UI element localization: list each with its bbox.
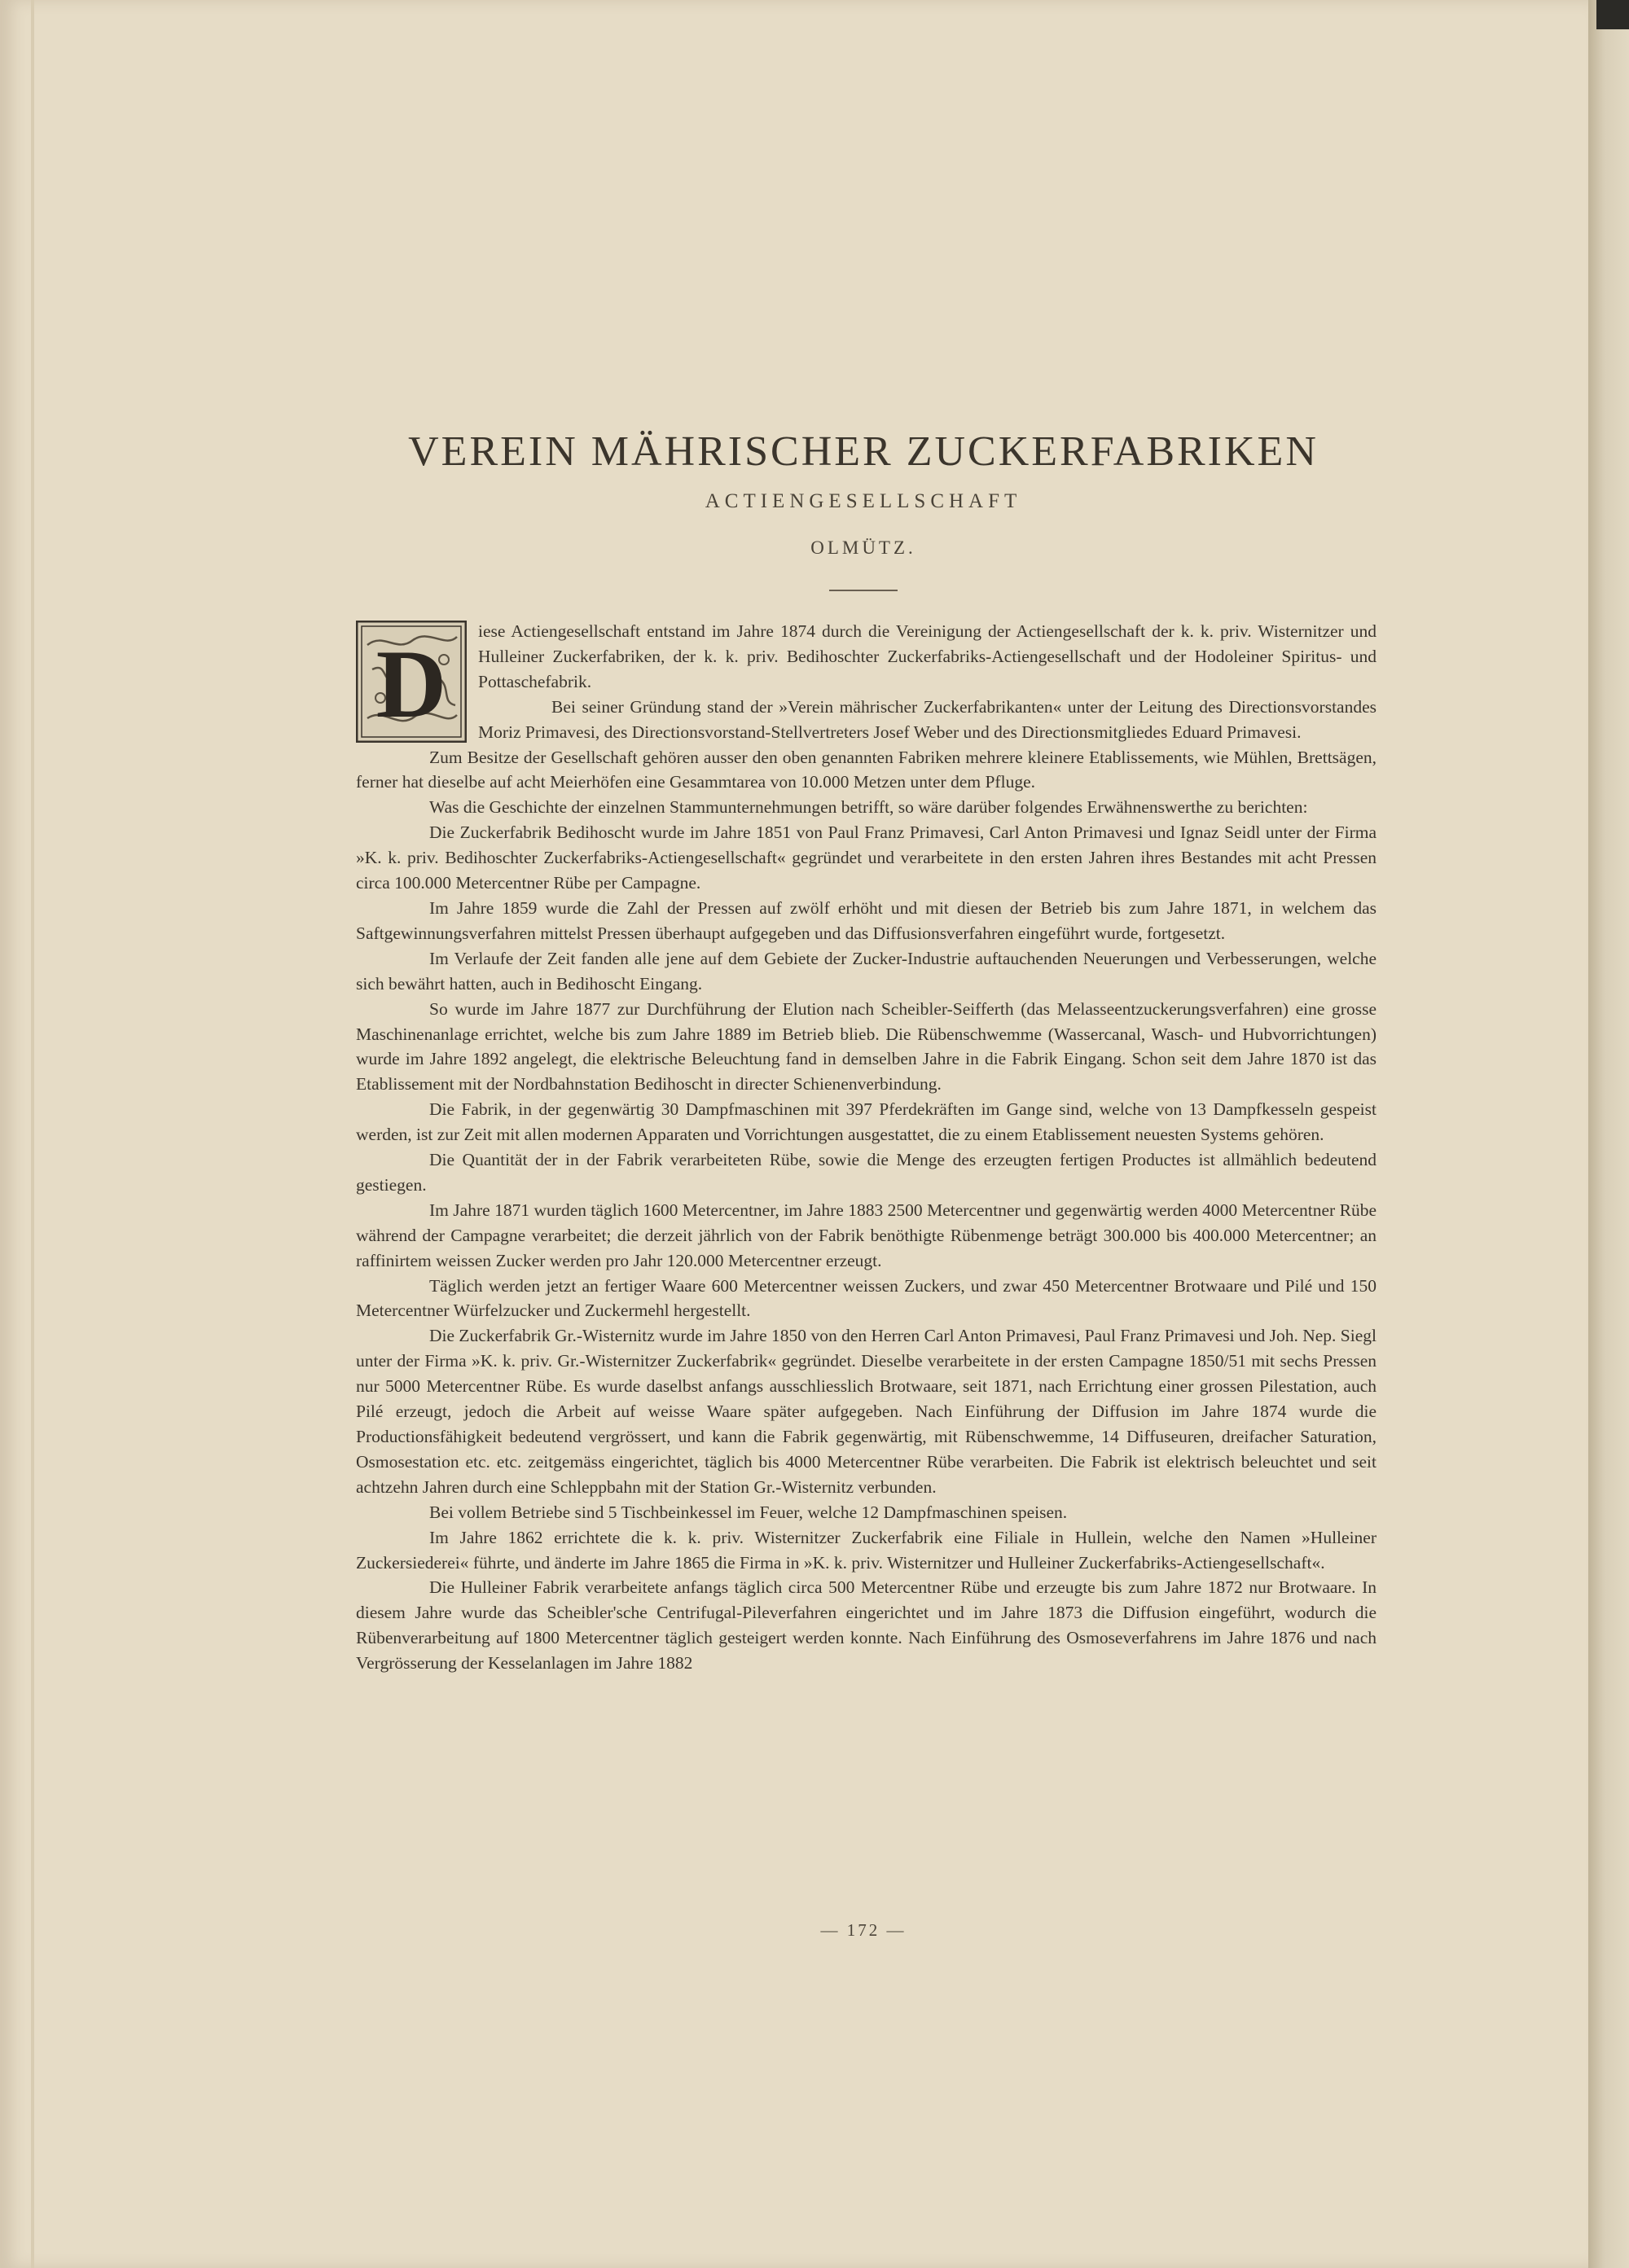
paragraph: Die Fabrik, in der gegenwärtig 30 Dampfmaschinen mit 397 Pferdekräften im Gange sind, welche von 13 Dampfkesseln gespeist werden, ist zur Zeit mit allen modernen Apparaten und Vorrichtungen ausgestattet, die zu einem Etablissement neuesten Systems gehören. [356, 1099, 1377, 1145]
initial-letter: D [375, 630, 447, 738]
paragraph: Die Quantität der in der Fabrik verarbeiteten Rübe, sowie die Menge des erzeugten fertigen Productes ist allmählich bedeutend gestiegen. [356, 1150, 1377, 1195]
paragraph: Täglich werden jetzt an fertiger Waare 600 Metercentner weissen Zuckers, und zwar 450 Metercentner Brotwaare und Pilé und 150 Metercentner Würfelzucker und Zuckermehl hergestellt. [356, 1275, 1377, 1321]
page-number: — 172 — [820, 1920, 907, 1940]
article-body [356, 619, 1377, 1676]
paragraph-text: iese Actiengesellschaft entstand im Jahre 1874 durch die Vereinigung der Actiengesellschaft der k. k. priv. Wisternitzer und Hulleiner Zuckerfabriken, der k. k. priv. Bedihoschter Zuckerfabriks-Actiengesellschaft und der Hodoleiner Spiritus- und Pottaschefabrik. [478, 621, 1377, 691]
paragraph: Die Hulleiner Fabrik verarbeitete anfangs täglich circa 500 Metercentner Rübe und erzeugte bis zum Jahre 1872 nur Brotwaare. In diesem Jahre wurde das Scheibler'sche Centrifugal-Pileverfahren eingerichtet und im Jahre 1873 die Diffusion eingeführt, wodurch die Rübenverarbeitung auf 1800 Metercentner täglich gesteigert werden konnte. Nach Einführung des Osmoseverfahrens im Jahre 1876 und nach Vergrösserung der Kesselanlagen im Jahre 1882 [356, 1577, 1377, 1674]
ornamental-initial-icon [356, 621, 467, 743]
page-subtitle: ACTIENGESELLSCHAFT [705, 490, 1022, 512]
paragraph: Im Jahre 1871 wurden täglich 1600 Metercentner, im Jahre 1883 2500 Metercentner und gegenwärtig werden 4000 Metercentner Rübe während der Campagne verarbeitet; die derzeit jährlich von der Fabrik benöthigte Rübenmenge beträgt 300.000 bis 400.000 Metercentner; an raffinirtem weissen Zucker werden pro Jahr 120.000 Metercentner erzeugt. [356, 1200, 1377, 1270]
paragraph: Die Zuckerfabrik Bedihoscht wurde im Jahre 1851 von Paul Franz Primavesi, Carl Anton Primavesi und Ignaz Seidl unter der Firma »K. k. priv. Bedihoschter Zuckerfabriks-Actiengesellschaft« gegründet und verarbeitete in den ersten Jahren ihres Bestandes mit acht Pressen circa 100.000 Metercentner Rübe per Campagne. [356, 823, 1377, 893]
paragraph: Bei seiner Gründung stand der »Verein mährischer Zuckerfabrikanten« unter der Leitung des Directionsvorstandes Moriz Primavesi, des Directionsvorstand-Stellvertreters Josef Weber und des Directionsmitgliedes Eduard Primavesi. [478, 696, 1377, 742]
page-title: VEREIN MÄHRISCHER ZUCKERFABRIKEN [408, 428, 1319, 475]
title-divider [829, 590, 898, 591]
paragraph: Im Jahre 1862 errichtete die k. k. priv. Wisternitzer Zuckerfabrik eine Filiale in Hullein, welche den Namen »Hulleiner Zuckersiederei« führte, und änderte im Jahre 1865 die Firma in »K. k. priv. Wisternitzer und Hulleiner Zuckerfabriks-Actiengesellschaft«. [356, 1527, 1377, 1573]
paragraph: Im Jahre 1859 wurde die Zahl der Pressen auf zwölf erhöht und mit diesen der Betrieb bis zum Jahre 1871, in welchem das Saftgewinnungsverfahren mittelst Pressen überhaupt aufgegeben und das Diffusionsverfahren eingeführt wurde, fortgesetzt. [356, 897, 1377, 943]
binding-corner [1596, 0, 1629, 29]
paragraph: Im Verlaufe der Zeit fanden alle jene auf dem Gebiete der Zucker-Industrie auftauchenden Neuerungen und Verbesserungen, welche sich bewährt hatten, auch in Bedihoscht Eingang. [356, 948, 1377, 994]
paragraph: So wurde im Jahre 1877 zur Durchführung der Elution nach Scheibler-Seifferth (das Melasseentzuckerungsverfahren) eine grosse Maschinenanlage errichtet, welche bis zum Jahre 1889 im Betrieb blieb. Die Rübenschwemme (Wassercanal, Wasch- und Hubvorrichtungen) wurde im Jahre 1892 angelegt, die elektrische Beleuchtung fand in demselben Jahre in die Fabrik Eingang. Schon seit dem Jahre 1870 ist das Etablissement mit der Nordbahnstation Bedihoscht in directer Schienenverbindung. [356, 998, 1377, 1095]
paragraph: Was die Geschichte der einzelnen Stammunternehmungen betrifft, so wäre darüber folgendes Erwähnenswerthe zu berichten: [429, 797, 1308, 818]
page-place: OLMÜTZ. [810, 537, 916, 558]
paragraph: Bei vollem Betriebe sind 5 Tischbeinkessel im Feuer, welche 12 Dampfmaschinen speisen. [429, 1502, 1068, 1522]
paragraph: Zum Besitze der Gesellschaft gehören ausser den oben genannten Fabriken mehrere kleinere Etablissements, wie Mühlen, Brettsägen, ferner hat dieselbe auf acht Meierhöfen eine Gesammtarea von 10.000 Metzen unter dem Pfluge. [356, 747, 1377, 792]
paragraph: Die Zuckerfabrik Gr.-Wisternitz wurde im Jahre 1850 von den Herren Carl Anton Primavesi, Paul Franz Primavesi und Joh. Nep. Siegl unter der Firma »K. k. priv. Gr.-Wisternitzer Zuckerfabrik« gegründet. Dieselbe verarbeitete in der ersten Campagne 1850/51 mit sechs Pressen nur 5000 Metercentner Rübe. Es wurde daselbst anfangs ausschliesslich Brotwaare, seit 1871, nach Errichtung einer grossen Pilestation, auch Pilé erzeugt, jedoch die Arbeit auf weisse Waare später aufgegeben. Nach Einführung der Diffusion im Jahre 1874 wurde die Productionsfähigkeit bedeutend vergrössert, und kann die Fabrik gegenwärtig, mit Rübenschwemme, 14 Diffuseuren, dreifacher Saturation, Osmosestation etc. etc. zeitgemäss eingerichtet, täglich bis 4000 Metercentner Rübe verarbeiten. Die Fabrik ist elektrisch beleuchtet und seit achtzehn Jahren durch eine Schleppbahn mit der Station Gr.-Wisternitz verbunden. [356, 1326, 1377, 1497]
